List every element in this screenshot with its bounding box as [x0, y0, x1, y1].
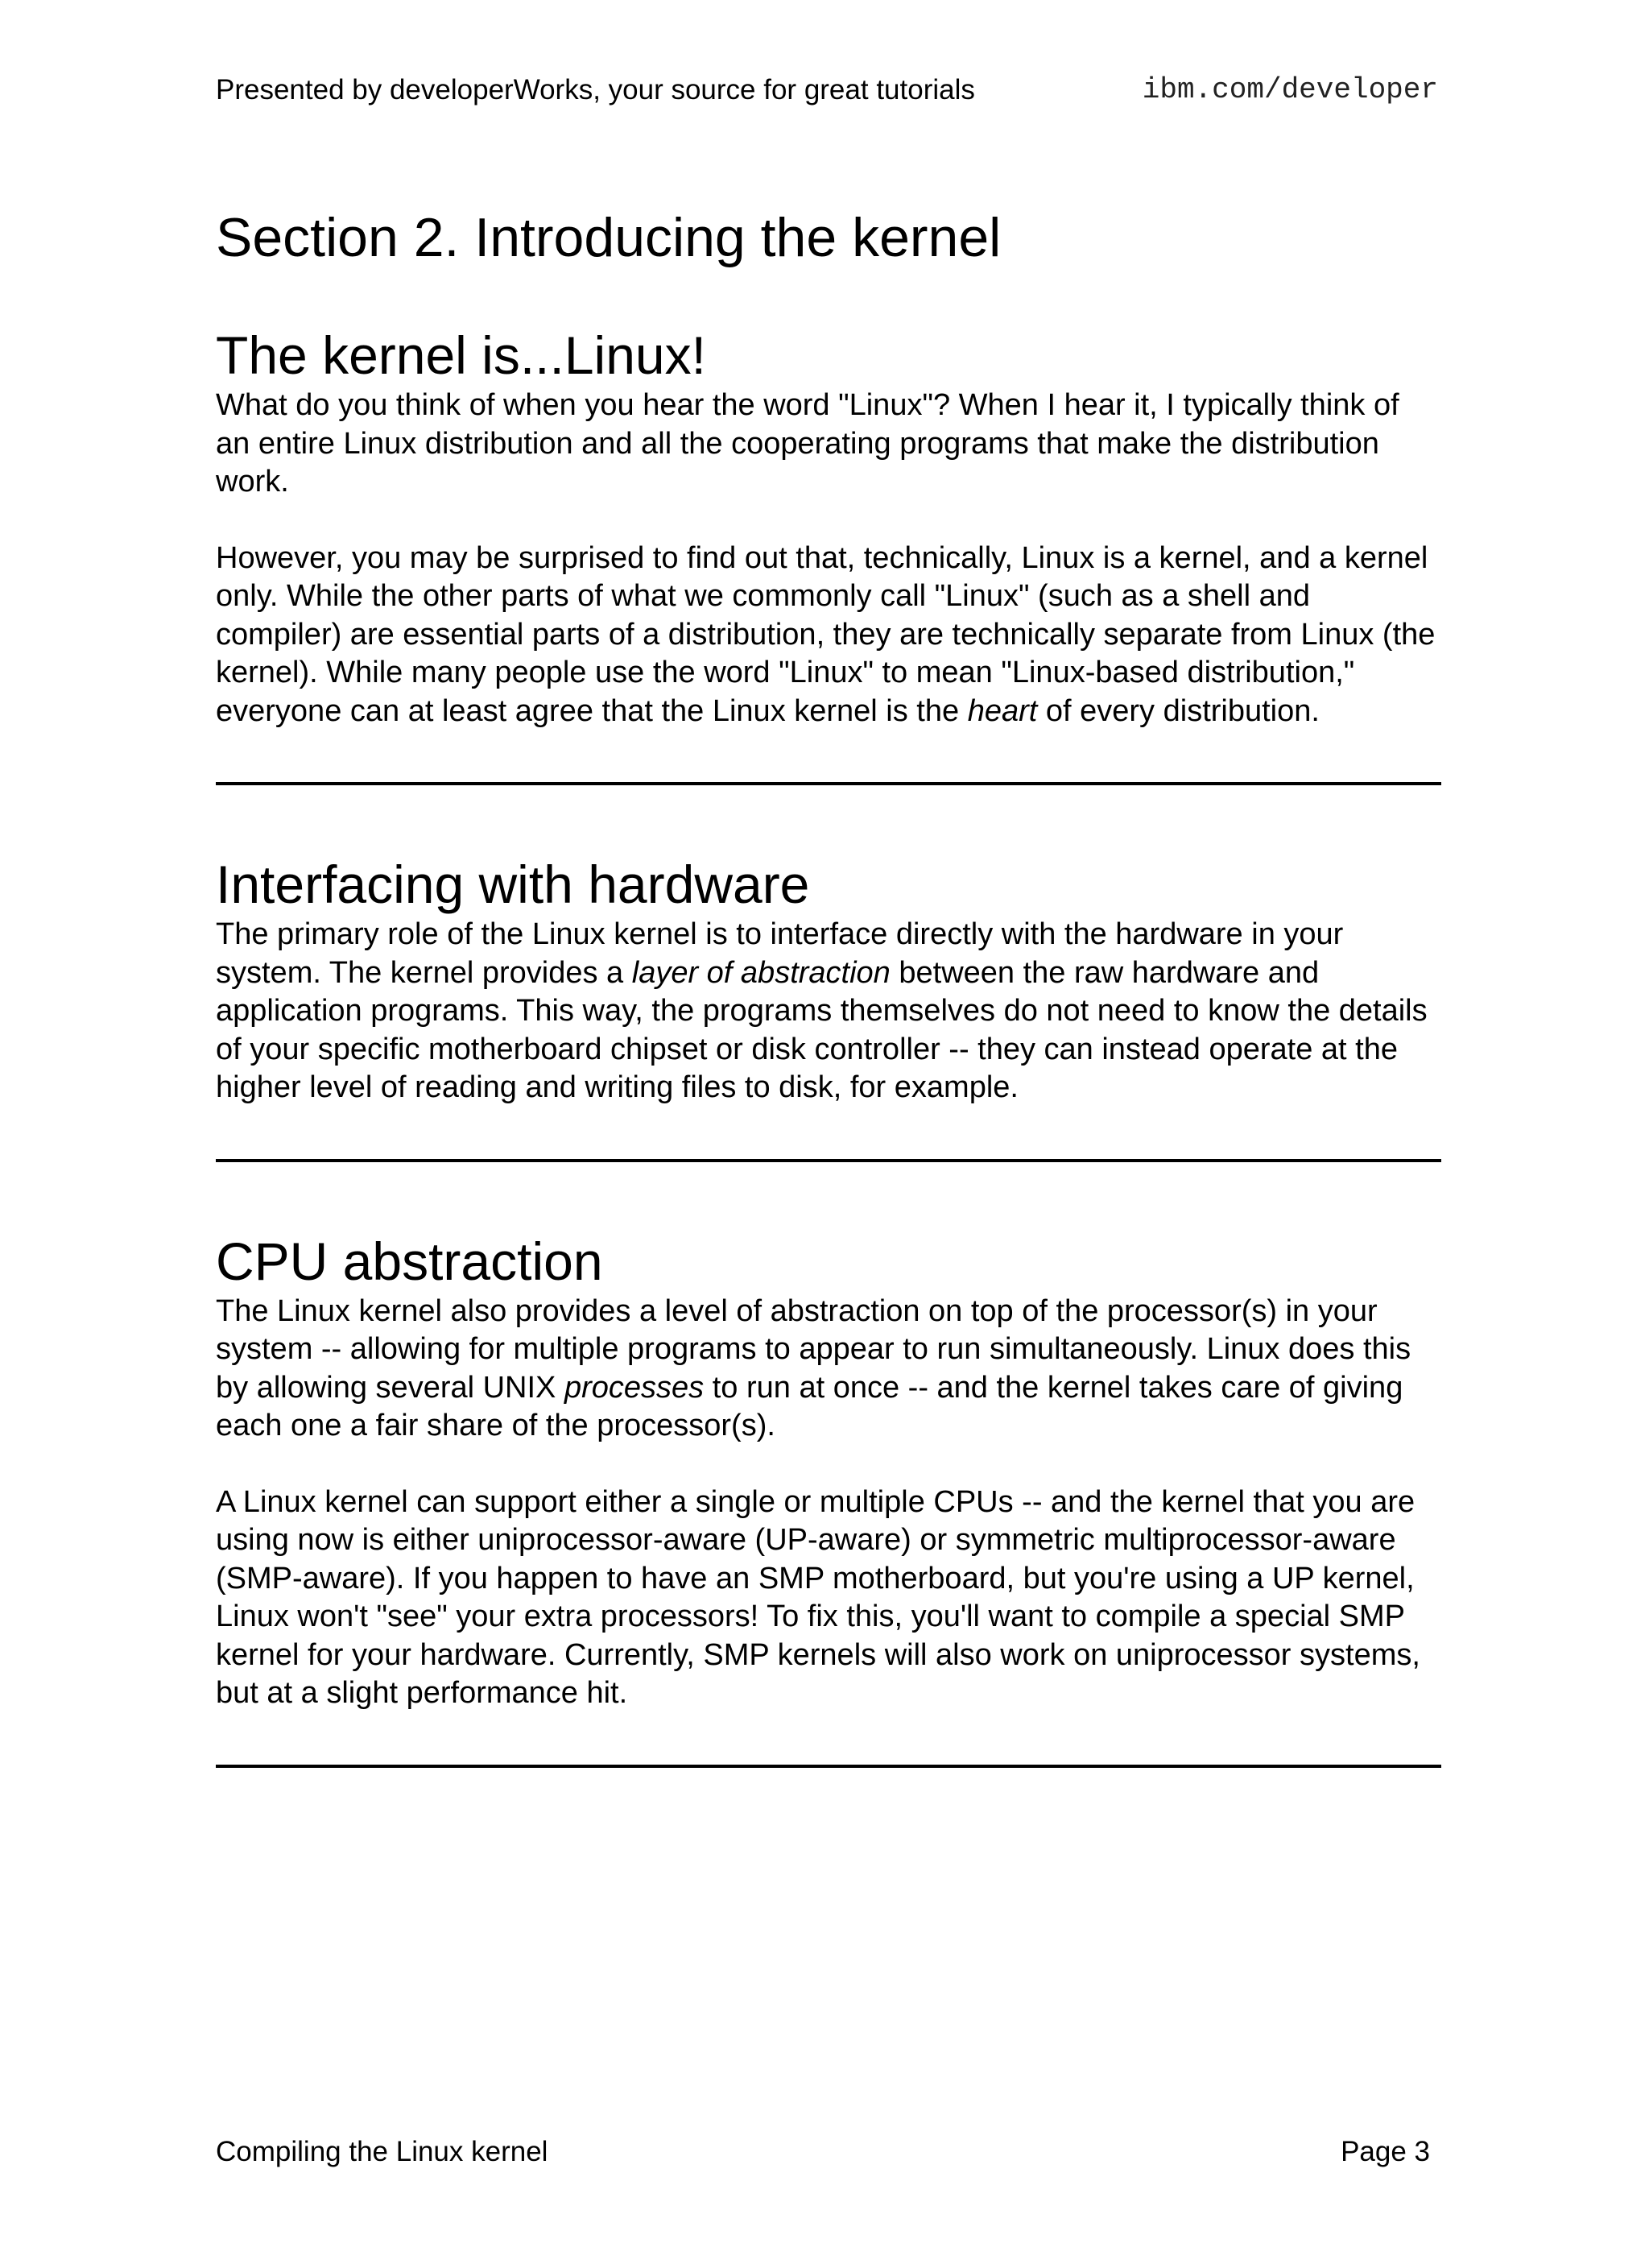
emphasis-text: layer of abstraction — [631, 955, 891, 990]
section-divider — [216, 1159, 1441, 1162]
section-divider — [216, 782, 1441, 785]
page-header — [216, 71, 1438, 110]
header-site-url[interactable]: ibm.com/developer — [1142, 73, 1438, 106]
page-footer — [216, 2133, 1430, 2171]
paragraph-text: The primary role of the Linux kernel is to interface directly with the hardware in your system. The kernel provides a — [216, 917, 1344, 990]
paragraph-text: A Linux kernel can support either a single or multiple CPUs -- and the kernel that you are using now is either uniprocessor-aware (UP-aware) or symmetric multiprocessor-aware (SMP-aware). If you happen to have an SMP motherboard, but you're using a UP kernel, Linux won't "see" your extra processors! To fix this, you'll want to compile a special SMP kernel for your hardware. Currently, SMP kernels will also work on uniprocessor systems, but at a slight performance hit. — [216, 1484, 1420, 1710]
panel-cpu-abstraction — [216, 1230, 1441, 1713]
paragraph-text: of every distribution. — [1037, 693, 1320, 728]
paragraph — [216, 1293, 1441, 1446]
footer-doc-title: Compiling the Linux kernel — [216, 2136, 548, 2167]
paragraph — [216, 916, 1441, 1107]
paragraph — [216, 387, 1441, 502]
main-content — [216, 201, 1441, 1836]
panel-interfacing-hardware — [216, 853, 1441, 1107]
section-divider — [216, 1765, 1441, 1768]
paragraph-text: between the raw hardware and application programs. This way, the programs themselves do not need to know the details of your specific motherboard chipset or disk controller -- they can instead operate at the higher level of reading and writing files to disk, for example. — [216, 955, 1428, 1104]
emphasis-text: heart — [967, 693, 1038, 728]
panel-title: The kernel is...Linux! — [216, 325, 706, 385]
paragraph-text: However, you may be surprised to find out that, technically, Linux is a kernel, and a kernel only. While the other parts of what we commonly call "Linux" (such as a shell and compiler) are essential parts of a distribution, they are technically separate from Linux (the kernel). While many people use the word "Linux" to mean "Linux-based distribution," everyone can at least agree that the Linux kernel is the — [216, 540, 1436, 728]
paragraph-text: The Linux kernel also provides a level of abstraction on top of the processor(s) in your system -- allowing for multiple programs to appear to run simultaneously. Linux does this by allowing several UNIX — [216, 1293, 1411, 1405]
emphasis-text: processes — [564, 1370, 705, 1405]
panel-title: CPU abstraction — [216, 1231, 603, 1291]
paragraph-text: What do you think of when you hear the word "Linux"? When I hear it, I typically think of an entire Linux distribution and all the cooperating programs that make the distribution work. — [216, 388, 1399, 499]
section-title: Section 2. Introducing the kernel — [216, 207, 1002, 268]
footer-page-number: Page 3 — [1341, 2136, 1430, 2167]
paragraph-text: to run at once -- and the kernel takes care of giving each one a fair share of the processor(s). — [216, 1370, 1403, 1442]
paragraph — [216, 1484, 1441, 1713]
header-tagline: Presented by developerWorks, your source for great tutorials — [216, 74, 975, 106]
panel-title: Interfacing with hardware — [216, 855, 810, 914]
panel-kernel-is-linux — [216, 324, 1441, 730]
paragraph — [216, 540, 1441, 731]
